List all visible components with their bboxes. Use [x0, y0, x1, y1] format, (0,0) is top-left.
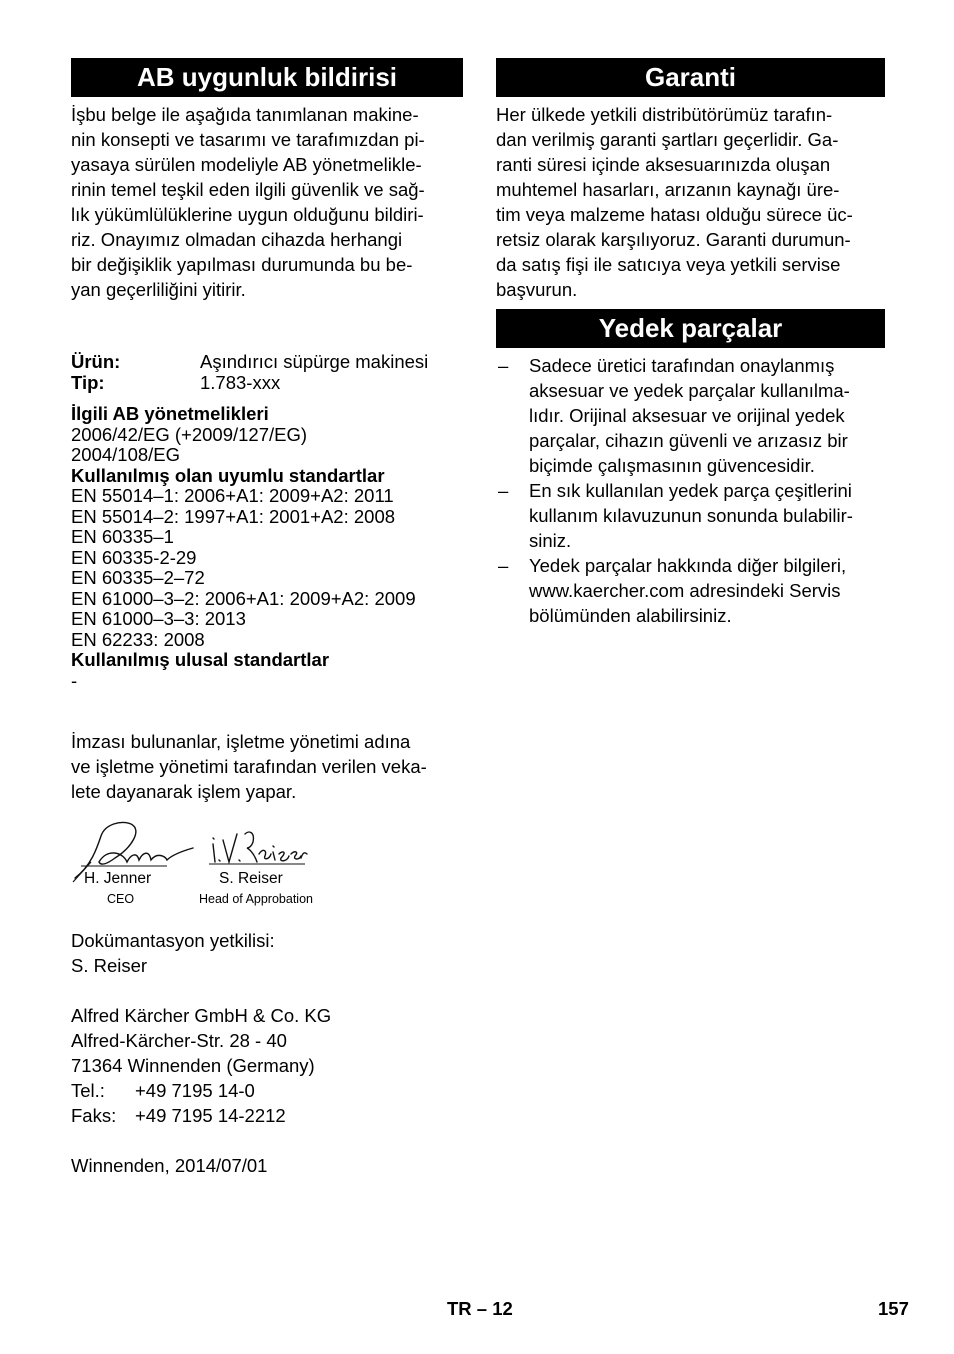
intro-line: İşbu belge ile aşağıda tanımlanan makine-	[71, 104, 419, 125]
dash-bullet: –	[498, 355, 509, 376]
fax-value: +49 7195 14-2212	[135, 1105, 286, 1126]
warranty-line: Her ülkede yetkili distribütörümüz tarafın-	[496, 104, 833, 125]
standard-item: EN 60335–1	[71, 526, 174, 547]
fax-label: Faks:	[71, 1105, 117, 1126]
signer2-role: Head of Approbation	[199, 892, 313, 906]
intro-line: yasaya sürülen modeliyle AB yönetmelikle-	[71, 154, 422, 175]
signatory-line: ve işletme yönetimi tarafından verilen veka-	[71, 756, 427, 777]
page-number: 157	[878, 1298, 909, 1319]
tel-row	[71, 1078, 463, 1103]
signature-block	[71, 818, 463, 910]
place-date-text: Winnenden, 2014/07/01	[71, 1155, 268, 1176]
standard-item: EN 60335–2–72	[71, 567, 205, 588]
list-line: kullanım kılavuzunun sonunda bulabilir-	[529, 505, 853, 526]
dash-bullet: –	[498, 555, 509, 576]
national-title: Kullanılmış ulusal standartlar	[71, 649, 330, 670]
company-address	[71, 1003, 463, 1128]
warranty-line: retsiz olarak karşılıyoruz. Garanti durumun-	[496, 229, 851, 250]
list-line: parçalar, cihazın güvenli ve arızasız bir	[529, 430, 848, 451]
doc-name: S. Reiser	[71, 955, 148, 976]
list-line: lıdır. Orijinal aksesuar ve orijinal yedek	[529, 405, 845, 426]
address-lines	[71, 1003, 463, 1078]
warranty-line: da satış fişi ile satıcıya veya yetkili servise	[496, 254, 841, 275]
intro-line: yan geçerliliğini yitirir.	[71, 279, 246, 300]
warranty-column	[496, 58, 885, 628]
product-info	[71, 352, 463, 393]
dash-bullet: –	[498, 480, 509, 501]
list-item	[496, 553, 885, 628]
national-value: -	[71, 669, 78, 691]
directives-title: İlgili AB yönetmelikleri	[71, 403, 269, 424]
signature-reiser	[209, 824, 309, 872]
list-line: En sık kullanılan yedek parça çeşitlerini	[529, 480, 852, 501]
intro-line: rinin temel teşkil eden ilgili güvenlik ve sağ-	[71, 179, 425, 200]
documentation-contact	[71, 928, 463, 978]
list-line: aksesuar ve yedek parçalar kullanılma-	[529, 380, 850, 401]
standard-item: EN 55014–1: 2006+A1: 2009+A2: 2011	[71, 485, 394, 506]
list-line: siniz.	[529, 530, 572, 551]
directive-item: 2006/42/EG (+2009/127/EG)	[71, 423, 308, 445]
signatory-line: lete dayanarak işlem yapar.	[71, 781, 297, 802]
directive-item: 2004/108/EG	[71, 444, 181, 465]
standard-item: EN 60335-2-29	[71, 546, 197, 568]
signer1-role: CEO	[107, 892, 135, 906]
product-label: Ürün:	[71, 351, 121, 372]
doc-label: Dokümantasyon yetkilisi:	[71, 930, 275, 951]
warranty-line: ranti süresi içinde aksesuarınızda oluşan	[496, 154, 831, 175]
signatory-line: İmzası bulunanlar, işletme yönetimi adına	[71, 731, 411, 752]
standards-block	[71, 404, 463, 691]
declaration-column	[71, 58, 463, 1178]
tel-value: +49 7195 14-0	[135, 1080, 255, 1101]
declaration-intro	[71, 102, 463, 302]
declaration-heading: AB uygunluk bildirisi	[71, 58, 463, 97]
signatory-statement	[71, 729, 463, 804]
signer2-name: S. Reiser	[219, 870, 283, 887]
signer1-name: H. Jenner	[84, 870, 152, 887]
intro-line: bir değişiklik yapılması durumunda bu be-	[71, 254, 413, 275]
warranty-line: tim veya malzeme hatası olduğu sürece üc-	[496, 204, 853, 225]
section-label: TR – 12	[447, 1298, 513, 1319]
type-value: 1.783-xxx	[200, 371, 281, 393]
standard-item: EN 61000–3–2: 2006+A1: 2009+A2: 2009	[71, 587, 416, 609]
warranty-line: muhtemel hasarları, arızanın kaynağı üre-	[496, 179, 840, 200]
warranty-heading: Garanti	[496, 58, 885, 97]
intro-line: riz. Onayımız olmadan cihazda herhangi	[71, 229, 403, 250]
fax-row	[71, 1103, 463, 1128]
list-line: Sadece üretici tarafından onaylanmış	[529, 355, 835, 376]
product-row	[71, 352, 463, 373]
standard-item: EN 62233: 2008	[71, 628, 205, 650]
warranty-line: başvurun.	[496, 279, 578, 300]
harmonized-title: Kullanılmış olan uyumlu standartlar	[71, 464, 385, 486]
tel-label: Tel.:	[71, 1080, 105, 1101]
list-line: biçimde çalışmasının güvencesidir.	[529, 455, 815, 476]
product-value: Aşındırıcı süpürge makinesi	[200, 351, 429, 372]
website-link-line[interactable]: www.kaercher.com adresindeki Servis	[529, 580, 841, 601]
type-label: Tip:	[71, 371, 105, 393]
spare-parts-list	[496, 353, 885, 628]
list-line: Yedek parçalar hakkında diğer bilgileri,	[529, 555, 847, 576]
intro-line: lık yükümlülüklerine uygun olduğunu bildiri-	[71, 204, 424, 225]
list-item	[496, 353, 885, 478]
list-line: bölümünden alabilirsiniz.	[529, 605, 732, 626]
warranty-line: dan verilmiş garanti şartları geçerlidir. Ga-	[496, 129, 839, 150]
list-item	[496, 478, 885, 553]
type-row	[71, 373, 463, 394]
street-address: Alfred-Kärcher-Str. 28 - 40	[71, 1030, 287, 1051]
place-date	[71, 1153, 463, 1178]
warranty-text	[496, 102, 885, 302]
spare-parts-heading: Yedek parçalar	[496, 309, 885, 348]
city-address: 71364 Winnenden (Germany)	[71, 1055, 315, 1076]
company-name: Alfred Kärcher GmbH & Co. KG	[71, 1005, 332, 1026]
standard-item: EN 61000–3–3: 2013	[71, 608, 246, 629]
standard-item: EN 55014–2: 1997+A1: 2001+A2: 2008	[71, 505, 396, 527]
intro-line: nin konsepti ve tasarımı ve tarafımızdan pi-	[71, 129, 425, 150]
